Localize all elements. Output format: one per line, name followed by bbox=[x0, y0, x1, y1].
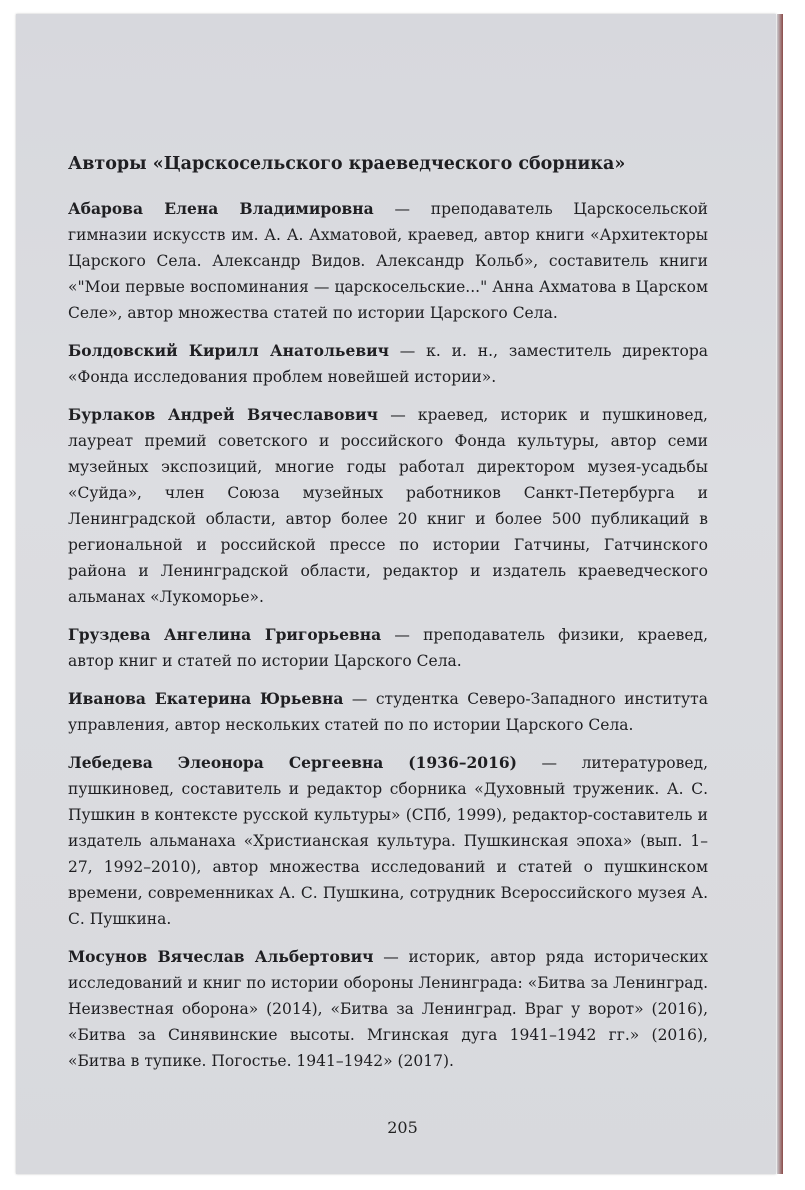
author-description: — историк, автор ряда исторических исследований и книг по истории обороны Ленинграда: «Битва за Ленинград. Неизвестная оборона» (2014), «Битва за Ленинград. Враг у ворот» (2016), «Битва за Синявинские высоты. Мгинская дуга 1941–1942 гг.» (2016), «Битва в тупике. Погостье. 1941–1942» (2017). bbox=[68, 948, 708, 1070]
author-entry bbox=[68, 338, 708, 390]
author-entry bbox=[68, 622, 708, 674]
author-description: — литературовед, пушкиновед, составитель и редактор сборника «Духовный труженик. А. С. Пушкин в контексте русской культуры» (СПб, 1999), редактор-составитель и издатель альманаха «Христианская культура. Пушкинская эпоха» (вып. 1–27, 1992–2010), автор множества исследований и статей о пушкинском времени, современниках А. С. Пушкина, сотрудник Всероссийского музея А. С. Пушкина. bbox=[68, 754, 708, 928]
author-name: Абарова Елена Владимировна bbox=[68, 199, 374, 218]
author-name: Болдовский Кирилл Анатольевич bbox=[68, 341, 389, 360]
page-content bbox=[68, 150, 708, 1086]
author-name: Лебедева Элеонора Сергеевна (1936–2016) bbox=[68, 753, 517, 772]
author-entry bbox=[68, 402, 708, 610]
author-entry bbox=[68, 196, 708, 326]
author-entry bbox=[68, 750, 708, 932]
author-description: — к. и. н., заместитель директора «Фонда исследования проблем новейшей истории». bbox=[68, 342, 709, 386]
author-name: Груздева Ангелина Григорьевна bbox=[68, 625, 382, 644]
author-name: Бурлаков Андрей Вячеславович bbox=[68, 405, 378, 424]
page-number: 205 bbox=[387, 1118, 418, 1137]
author-name: Мосунов Вячеслав Альбертович bbox=[68, 947, 374, 966]
book-edge bbox=[777, 14, 783, 1174]
author-description: — краевед, историк и пушкиновед, лауреат премий советского и российского Фонда культуры, автор семи музейных экспозиций, многие годы работал директором музея-усадьбы «Суйда», член Союза музейных работников Санкт-Петербурга и Ленинградской области, автор более 20 книг и более 500 публикаций в региональной и российской прессе по истории Гатчины, Гатчинского района и Ленинградской области, редактор и издатель краеведческого альманах «Лукоморье». bbox=[68, 406, 708, 606]
author-entry bbox=[68, 686, 708, 738]
author-description: — преподаватель физики, краевед, автор книг и статей по истории Царского Села. bbox=[68, 626, 708, 670]
author-entry bbox=[68, 944, 708, 1074]
author-description: — преподаватель Царскосельской гимназии искусств им. А. А. Ахматовой, краевед, автор книги «Архитекторы Царского Села. Александр Видов. Александр Кольб», составитель книги «"Мои первые воспоминания — царскосельские..." Анна Ахматова в Царском Селе», автор множества статей по истории Царского Села. bbox=[68, 200, 708, 322]
author-description: — студентка Северо-Западного института управления, автор нескольких статей по по истории Царского Села. bbox=[68, 690, 708, 734]
page-heading: Авторы «Царскосельского краеведческого сборника» bbox=[68, 154, 626, 174]
author-name: Иванова Екатерина Юрьевна bbox=[68, 689, 344, 708]
